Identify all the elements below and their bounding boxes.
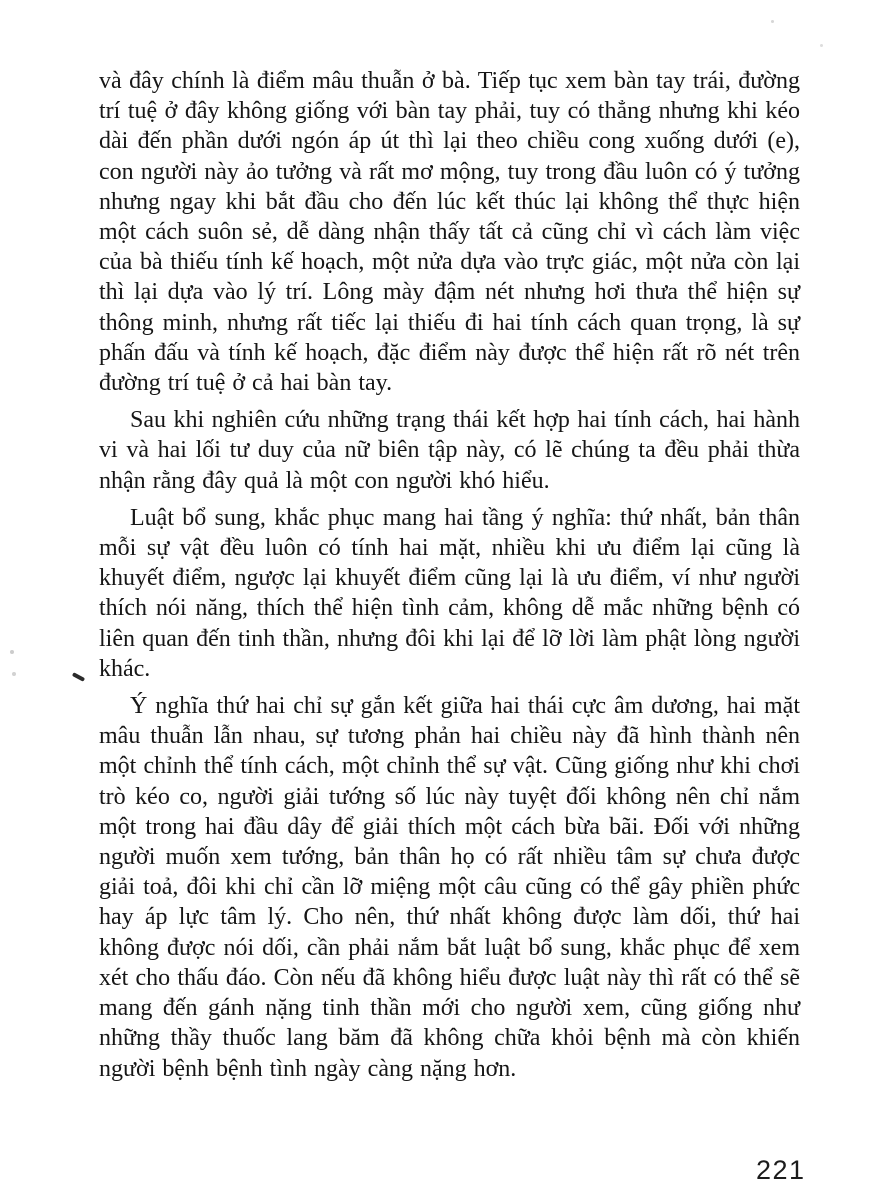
scan-artifact xyxy=(12,672,16,676)
paragraph: Sau khi nghiên cứu những trạng thái kết hợp hai tính cách, hai hành vi và hai lối tư duy của nữ biên tập này, có lẽ chúng ta đều phải thừa nhận rằng đây quả là một con người khó hiểu. xyxy=(99,407,800,494)
scan-artifact xyxy=(72,672,85,682)
paragraph: và đây chính là điểm mâu thuẫn ở bà. Tiếp tục xem bàn tay trái, đường trí tuệ ở đây không giống với bàn tay phải, tuy có thẳng nhưng khi kéo dài đến phần dưới ngón áp út thì lại theo chiều cong xuống dưới (e), con người này ảo tưởng và rất mơ mộng, tuy trong đầu luôn có ý tưởng nhưng ngay khi bắt đầu cho đến lúc kết thúc lại không thể thực hiện một cách suôn sẻ, dễ dàng nhận thấy tất cả cũng chỉ vì cách làm việc của bà thiếu tính kế hoạch, một nửa dựa vào trực giác, một nửa còn lại thì lại dựa vào lý trí. Lông mày đậm nét nhưng hơi thưa thể hiện sự thông minh, nhưng rất tiếc lại thiếu đi hai tính cách quan trọng, là sự phấn đấu và tính kế hoạch, đặc điểm này được thể hiện rất rõ nét trên đường trí tuệ ở cả hai bàn tay. xyxy=(99,68,800,397)
page-number: 221 xyxy=(756,1155,806,1185)
scan-artifact xyxy=(820,44,823,47)
scan-artifact xyxy=(771,20,774,23)
scan-artifact xyxy=(10,650,14,654)
paragraph: Ý nghĩa thứ hai chỉ sự gắn kết giữa hai thái cực âm dương, hai mặt mâu thuẫn lẫn nhau, sự tương phản hai chiều này đã hình thành nên một chỉnh thể tính cách, một chỉnh thể sự vật. Cũng giống như khi chơi trò kéo co, người giải tướng số lúc này tuyệt đối không nên chỉ nắm một trong hai đầu dây để giải thích một cách bừa bãi. Đối với những người muốn xem tướng, bản thân họ có rất nhiều tâm sự chưa được giải toả, đôi khi chỉ cần lỡ miệng một câu cũng có thể gây phiền phức hay áp lực tâm lý. Cho nên, thứ nhất không được làm dối, thứ hai không được nói dối, cần phải nắm bắt luật bổ sung, khắc phục để xem xét cho thấu đáo. Còn nếu đã không hiểu được luật này thì rất có thể sẽ mang đến gánh nặng tinh thần mới cho người xem, cũng giống như những thầy thuốc lang băm đã không chữa khỏi bệnh mà còn khiến người bệnh bệnh tình ngày càng nặng hơn. xyxy=(99,693,800,1082)
page-text-block xyxy=(99,66,800,1084)
paragraph: Luật bổ sung, khắc phục mang hai tầng ý nghĩa: thứ nhất, bản thân mỗi sự vật đều luôn có tính hai mặt, nhiều khi ưu điểm lại cũng là khuyết điểm, ngược lại khuyết điểm cũng lại là ưu điểm, ví như người thích nói năng, thích thể hiện tình cảm, không dễ mắc những bệnh có liên quan đến tinh thần, nhưng đôi khi lại để lỡ lời làm phật lòng người khác. xyxy=(99,504,800,682)
